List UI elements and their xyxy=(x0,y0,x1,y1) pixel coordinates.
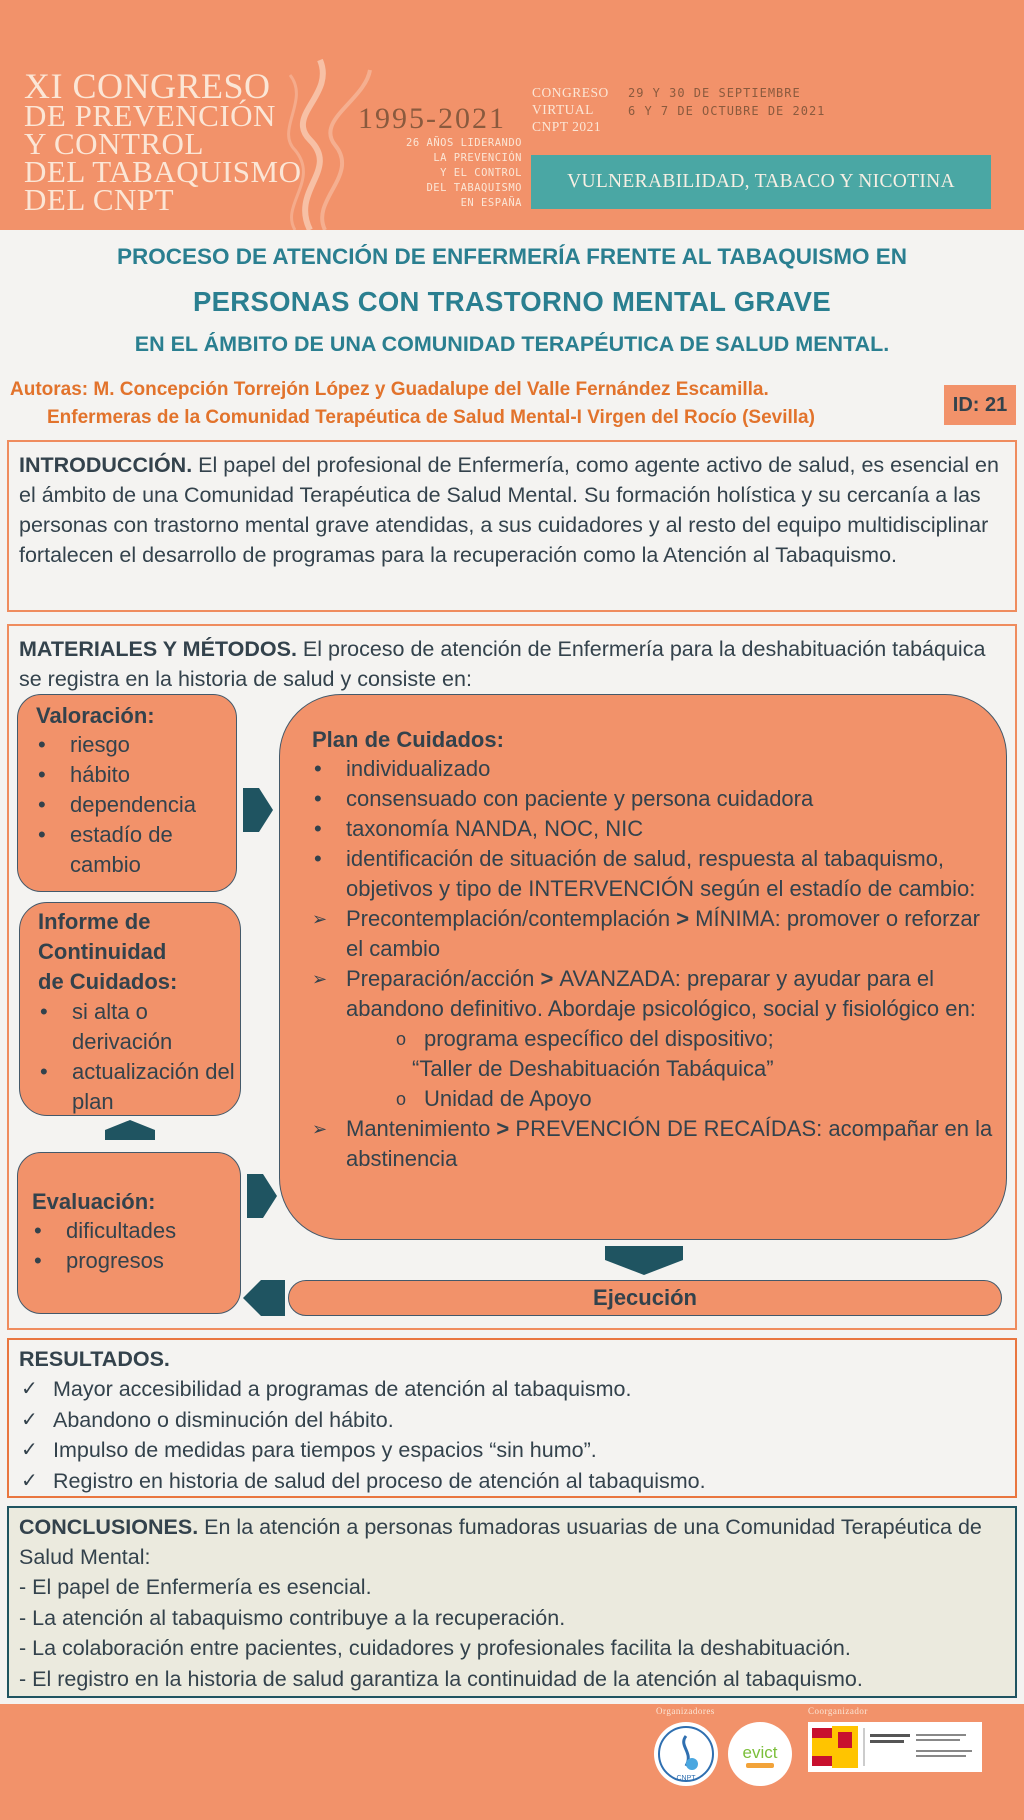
introduction-heading: INTRODUCCIÓN. xyxy=(19,453,193,477)
cnpt-logo-icon xyxy=(654,1722,718,1786)
spain-coat-of-arms-icon xyxy=(808,1722,982,1772)
authors-names: Autoras: M. Concepción Torrejón López y Guadalupe del Valle Fernández Escamilla. xyxy=(10,379,769,400)
list-item: - La colaboración entre pacientes, cuidadores y profesionales facilita la deshabituación. xyxy=(19,1636,851,1660)
arrow-left-icon xyxy=(243,1278,285,1318)
list-item: - El papel de Enfermería es esencial. xyxy=(19,1575,372,1599)
list-item: • hábito xyxy=(36,760,236,790)
list-item: • consensuado con paciente y persona cuidadora xyxy=(312,784,996,814)
results-section xyxy=(7,1338,1017,1498)
congress-title: XI CONGRESO DE PREVENCIÓN Y CONTROL DEL TABAQUISMO DEL CNPT xyxy=(24,66,302,217)
list-item: - El registro en la historia de salud garantiza la continuidad de la atención al tabaquismo. xyxy=(19,1666,863,1691)
valoracion-title: Valoración: xyxy=(36,703,155,728)
evict-logo-text: evict xyxy=(742,1743,778,1762)
conclusions-intro: CONCLUSIONES. En la atención a personas fumadoras usuarias de una Comunidad Terapéutica de Salud Mental: xyxy=(19,1515,982,1569)
list-item: ✓ Mayor accesibilidad a programas de atención al tabaquismo. xyxy=(19,1374,1007,1405)
evict-logo xyxy=(728,1722,792,1786)
evaluacion-box xyxy=(17,1152,241,1314)
results-heading: RESULTADOS. xyxy=(19,1347,170,1371)
list-item: • individualizado xyxy=(312,754,996,784)
years-range: 1995-2021 xyxy=(358,102,506,135)
list-item: • estadío de cambio xyxy=(36,820,236,880)
poster-title-line3: EN EL ÁMBITO DE UNA COMUNIDAD TERAPÉUTICA DE SALUD MENTAL. xyxy=(134,332,890,356)
list-item: • identificación de situación de salud, respuesta al tabaquismo, objetivos y tipo de INTERVENCIÓN según el estadío de cambio: xyxy=(312,844,996,904)
theme-banner: VULNERABILIDAD, TABACO Y NICOTINA xyxy=(531,155,991,209)
sub-item: o programa específico del dispositivo; xyxy=(312,1024,996,1054)
congress-dates: 29 Y 30 DE SEPTIEMBRE 6 Y 7 DE OCTUBRE DE 2021 xyxy=(628,86,826,118)
informe-continuidad-box xyxy=(19,902,241,1116)
methods-text: MATERIALES Y MÉTODOS. El proceso de atención de Enfermería para la deshabituación tabáquica se registra en la historia de salud y consiste en: xyxy=(19,637,986,691)
plan-title: Plan de Cuidados: xyxy=(312,727,504,752)
arrow-down-icon xyxy=(605,1246,683,1276)
authors-affiliation: Enfermeras de la Comunidad Terapéutica de Salud Mental-I Virgen del Rocío (Sevilla) xyxy=(47,407,815,428)
evaluacion-title: Evaluación: xyxy=(32,1189,156,1214)
ejecucion-box: Ejecución xyxy=(288,1280,1002,1316)
list-item: • dependencia xyxy=(36,790,236,820)
organizers-label: Organizadores xyxy=(656,1706,715,1716)
sub-item: “Taller de Deshabituación Tabáquica” xyxy=(412,1056,774,1081)
list-item: ✓ Impulso de medidas para tiempos y espacios “sin humo”. xyxy=(19,1435,1007,1466)
stage-item: ➢ Mantenimiento > PREVENCIÓN DE RECAÍDAS: acompañar en la abstinencia xyxy=(312,1114,996,1174)
plan-de-cuidados-box xyxy=(279,694,1007,1240)
introduction-section xyxy=(7,440,1017,612)
list-item: • actualización del plan xyxy=(38,1057,240,1117)
poster-title-line1: PROCESO DE ATENCIÓN DE ENFERMERÍA FRENTE AL TABAQUISMO EN xyxy=(116,244,908,269)
list-item: • riesgo xyxy=(36,730,236,760)
virtual-congress-label: CONGRESO VIRTUAL CNPT 2021 xyxy=(532,85,609,134)
stage-item: ➢ Preparación/acción > AVANZADA: preparar y ayudar para el abandono definitivo. Abordaje psicológico, social y fisiológico en: xyxy=(312,964,996,1024)
list-item: • si alta o derivación xyxy=(38,997,240,1057)
conclusions-section xyxy=(7,1506,1017,1698)
cnpt-logo-text: CNPT xyxy=(676,1775,696,1782)
list-item: • taxonomía NANDA, NOC, NIC xyxy=(312,814,996,844)
list-item: ✓ Registro en historia de salud del proceso de atención al tabaquismo. xyxy=(19,1466,1007,1497)
methods-section xyxy=(7,624,1017,1330)
coorganizer-label: Coorganizador xyxy=(808,1706,868,1716)
list-item: ✓ Abandono o disminución del hábito. xyxy=(19,1405,1007,1436)
methods-heading: MATERIALES Y MÉTODOS. xyxy=(19,637,297,661)
stage-item: ➢ Precontemplación/contemplación > MÍNIMA: promover o reforzar el cambio xyxy=(312,904,996,964)
evict-logo-icon xyxy=(728,1722,792,1786)
arrow-right-icon xyxy=(243,784,275,836)
poster-title-line2: PERSONAS CON TRASTORNO MENTAL GRAVE xyxy=(193,286,831,317)
years-subtitle: 26 AÑOS LIDERANDO LA PREVENCIÓN Y EL CONTROL DEL TABAQUISMO EN ESPAÑA xyxy=(406,137,522,209)
conclusions-heading: CONCLUSIONES. xyxy=(19,1515,199,1539)
poster-id-badge: ID: 21 xyxy=(944,385,1016,425)
ministerio-sanidad-logo xyxy=(808,1722,982,1772)
list-item: - La atención al tabaquismo contribuye a la recuperación. xyxy=(19,1605,566,1630)
sub-item: o Unidad de Apoyo xyxy=(312,1084,996,1114)
introduction-text: INTRODUCCIÓN. El papel del profesional de Enfermería, como agente activo de salud, es esencial en el ámbito de una Comunidad Terapéutica de Salud Mental. Su formación holística y su cercanía a las personas con trastorno mental grave atendidas, a sus cuidadores y al resto del equipo multidisciplinar fortalecen el desarrollo de programas para la recuperación como la Atención al Tabaquismo. xyxy=(19,453,999,567)
arrow-right-icon xyxy=(247,1170,279,1222)
header-banner xyxy=(0,0,1024,230)
list-item: • dificultades xyxy=(32,1216,240,1246)
informe-title: Informe de Continuidad de Cuidados: xyxy=(38,909,178,994)
authors xyxy=(10,376,815,432)
cnpt-logo xyxy=(654,1722,718,1786)
valoracion-box xyxy=(17,694,237,892)
list-item: • progresos xyxy=(32,1246,240,1276)
arrow-up-icon xyxy=(105,1120,155,1142)
